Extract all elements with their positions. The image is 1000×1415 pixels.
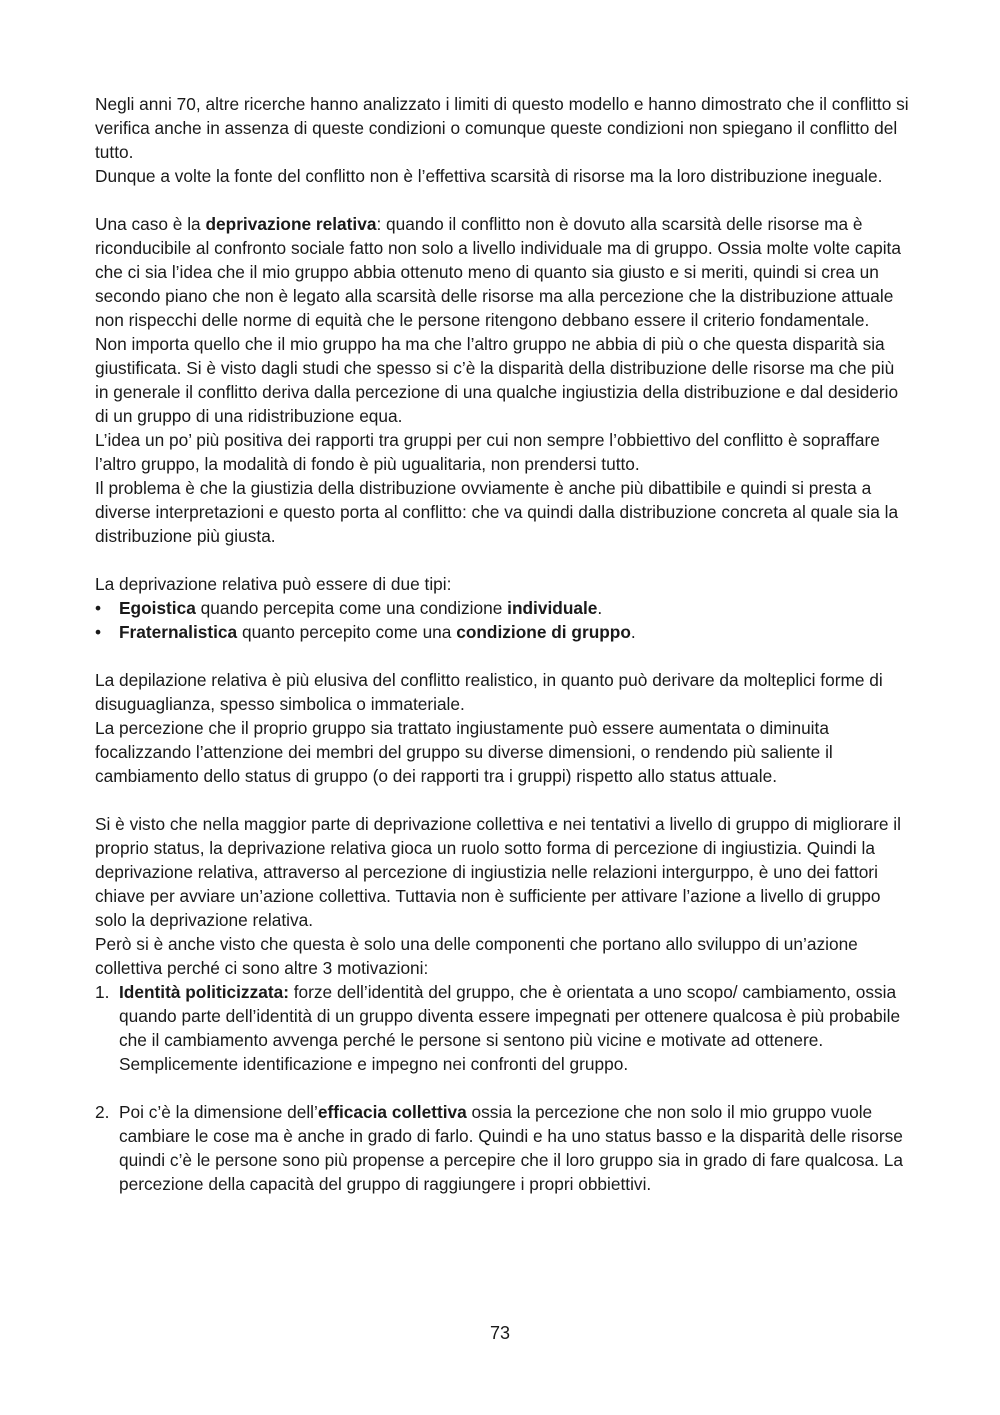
text-run: : quando il conflitto non è dovuto alla scarsità delle risorse ma è riconducibile al confronto sociale fatto non solo a livello individuale ma di gruppo. Ossia molte volte capita che ci sia l’idea che il mio gruppo abbia ottenuto meno di quanto sia giusto e si meriti, quindi si crea un secondo piano che non è legato alla scarsità delle risorse ma alla percezione che la distribuzione attuale non rispecchi delle norme di equità che le persone ritengono debbano essere il criterio fondamentale. bbox=[95, 214, 901, 330]
text-run: Una caso è la bbox=[95, 214, 206, 234]
list-item-fraternalistica bbox=[95, 620, 910, 644]
bullet-list-tipi bbox=[95, 596, 910, 644]
list-item-egoistica bbox=[95, 596, 910, 620]
document-body bbox=[95, 92, 910, 1196]
paragraph-non-importa: Non importa quello che il mio gruppo ha ma che l’altro gruppo ne abbia di più o che questa disparità sia giustificata. Si è visto dagli studi che spesso si c’è la disparità della distribuzione delle risorse ma che più in generale il conflitto deriva dalla percezione di una qualche ingiustizia della distribuzione e dal desiderio di un gruppo di una ridistribuzione equa. bbox=[95, 334, 899, 426]
number-marker: 2. bbox=[95, 1102, 110, 1122]
paragraph-problema-giustizia: Il problema è che la giustizia della distribuzione ovviamente è anche più dibattibile e quindi si presta a diverse interpretazioni e questo porta al conflitto: che va quindi dalla distribuzione concreta al quale sia la distribuzione più giusta. bbox=[95, 478, 899, 546]
text-run: Poi c’è la dimensione dell’ bbox=[119, 1102, 318, 1122]
text-run: . bbox=[597, 598, 603, 618]
bold-term-condizione-di-gruppo: condizione di gruppo bbox=[456, 622, 631, 642]
paragraph-deprivazione-relativa bbox=[95, 212, 910, 332]
paragraph-deprivazione-collettiva: Si è visto che nella maggior parte di deprivazione collettiva e nei tentativi a livello di gruppo di migliorare il proprio status, la deprivazione relativa gioca un ruolo sotto forma di percezione di ingiustizia. Quindi la deprivazione relativa, attraverso al percezione di ingiustizia nelle relazioni intergurppo, è uno dei fattori chiave per avviare un’azione collettiva. Tuttavia non è sufficiente per attivare l’azione a livello di gruppo solo la deprivazione relativa. bbox=[95, 814, 901, 930]
bold-term-identita-politicizzata: Identità politicizzata: bbox=[119, 982, 289, 1002]
paragraph-idea-positiva: L’idea un po’ più positiva dei rapporti tra gruppi per cui non sempre l’obbiettivo del conflitto è sopraffare l’altro gruppo, la modalità di fondo è più ugualitaria, non prendersi tutto. bbox=[95, 430, 880, 474]
bullet-marker: • bbox=[95, 598, 102, 618]
list-spacer bbox=[95, 1076, 910, 1100]
bullet-marker: • bbox=[95, 622, 102, 642]
paragraph-due-tipi: La deprivazione relativa può essere di due tipi: bbox=[95, 574, 452, 594]
bold-term-fraternalistica: Fraternalistica bbox=[119, 622, 238, 642]
text-run: forze dell’identità del gruppo, che è orientata a uno scopo/ cambiamento, ossia quando parte dell’identità di un gruppo diventa essere impegnati per ottenere qualcosa è più probabile che il cambiamento avvenga perché le persone si sentono più vicine e motivate ad ottenere. Semplicemente identificazione e impegno nei confronti del gruppo. bbox=[119, 982, 901, 1074]
paragraph-anni-70: Negli anni 70, altre ricerche hanno analizzato i limiti di questo modello e hanno dimostrato che il conflitto si verifica anche in assenza di queste condizioni o comunque queste condizioni non spiegano il conflitto del tutto. bbox=[95, 94, 909, 162]
text-run: quando percepita come una condizione bbox=[195, 598, 508, 618]
bold-term-efficacia-collettiva: efficacia collettiva bbox=[317, 1102, 467, 1122]
numbered-list-motivazioni bbox=[95, 980, 910, 1196]
paragraph-percezione-gruppo: La percezione che il proprio gruppo sia trattato ingiustamente può essere aumentata o diminuita focalizzando l’attenzione dei membri del gruppo su diverse dimensioni, o rendendo più saliente il cambiamento dello status di gruppo (o dei rapporti tra i gruppi) rispetto allo status attuale. bbox=[95, 718, 833, 786]
list-item-efficacia-collettiva bbox=[95, 1100, 910, 1196]
paragraph-altre-motivazioni: Però si è anche visto che questa è solo una delle componenti che portano allo sviluppo di un’azione collettiva perché ci sono altre 3 motivazioni: bbox=[95, 934, 858, 978]
paragraph-fonte-conflitto: Dunque a volte la fonte del conflitto non è l’effettiva scarsità di risorse ma la loro distribuzione ineguale. bbox=[95, 166, 883, 186]
bold-term-egoistica: Egoistica bbox=[119, 598, 196, 618]
text-run: . bbox=[630, 622, 636, 642]
paragraph-spacer bbox=[95, 548, 910, 572]
paragraph-spacer bbox=[95, 788, 910, 812]
paragraph-spacer bbox=[95, 644, 910, 668]
paragraph-depilazione-relativa: La depilazione relativa è più elusiva del conflitto realistico, in quanto può derivare da molteplici forme di disuguaglianza, spesso simbolica o immateriale. bbox=[95, 670, 883, 714]
paragraph-spacer bbox=[95, 188, 910, 212]
bold-term-deprivazione-relativa: deprivazione relativa bbox=[205, 214, 377, 234]
number-marker: 1. bbox=[95, 982, 110, 1002]
page-number: 73 bbox=[489, 1323, 511, 1343]
text-run: ossia la percezione che non solo il mio gruppo vuole cambiare le cose ma è anche in grado di farlo. Quindi e ha uno status basso e la disparità delle risorse quindi c’è le persone sono più propense a percepire che il loro gruppo sia in grado di fare qualcosa. La percezione della capacità del gruppo di raggiungere i propri obbiettivi. bbox=[119, 1102, 903, 1194]
list-item-identita-politicizzata bbox=[95, 980, 910, 1076]
bold-term-individuale: individuale bbox=[507, 598, 598, 618]
text-run: quanto percepito come una bbox=[237, 622, 457, 642]
